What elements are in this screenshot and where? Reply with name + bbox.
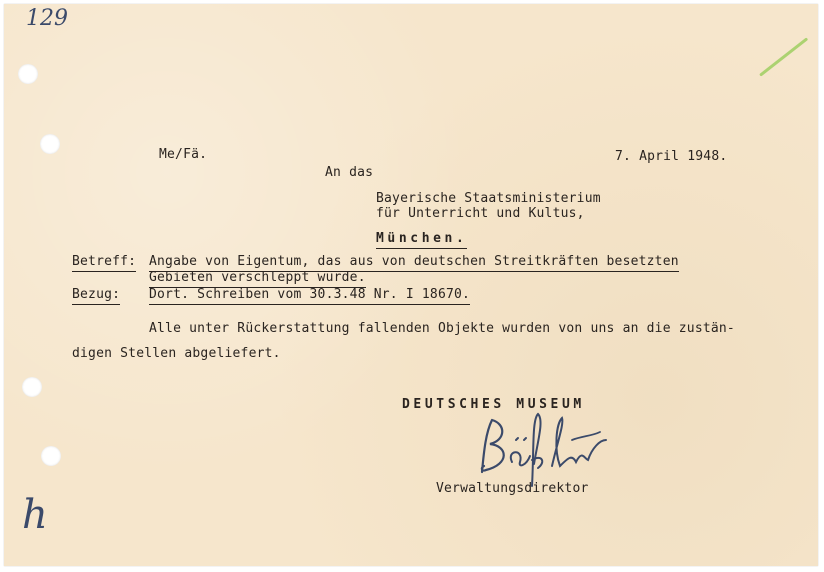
page-number: 129 [26, 6, 68, 31]
punch-hole [22, 377, 42, 397]
address-line-2: für Unterricht und Kultus, [376, 206, 585, 221]
sender-institution: DEUTSCHES MUSEUM [402, 397, 585, 412]
margin-mark: h [22, 492, 48, 538]
ref-label: Bezug: [72, 287, 120, 305]
body-line-2: digen Stellen abgeliefert. [72, 346, 281, 361]
sender-title: Verwaltungsdirektor [436, 481, 589, 496]
subject-line-2: Gebieten verschleppt wurde. [149, 270, 366, 288]
letter-sheet [4, 4, 818, 566]
address-line-1: Bayerische Staatsministerium [376, 191, 601, 206]
punch-hole [40, 134, 60, 154]
handwritten-signature [472, 410, 622, 490]
address-salutation: An das [325, 165, 374, 180]
reference-initials: Me/Fä. [159, 147, 208, 162]
subject-label: Betreff: [72, 254, 136, 272]
punch-hole [18, 64, 38, 84]
green-pencil-mark [759, 37, 808, 76]
punch-hole [41, 446, 61, 466]
address-city: München. [376, 231, 467, 249]
body-line-1: Alle unter Rückerstattung fallenden Objekte wurden von uns an die zustän- [149, 321, 735, 336]
ref-text: Dort. Schreiben vom 30.3.48 Nr. I 18670. [149, 287, 470, 305]
letter-date: 7. April 1948. [615, 149, 728, 164]
subject-line-1: Angabe von Eigentum, das aus von deutschen Streitkräften besetzten [149, 254, 679, 272]
